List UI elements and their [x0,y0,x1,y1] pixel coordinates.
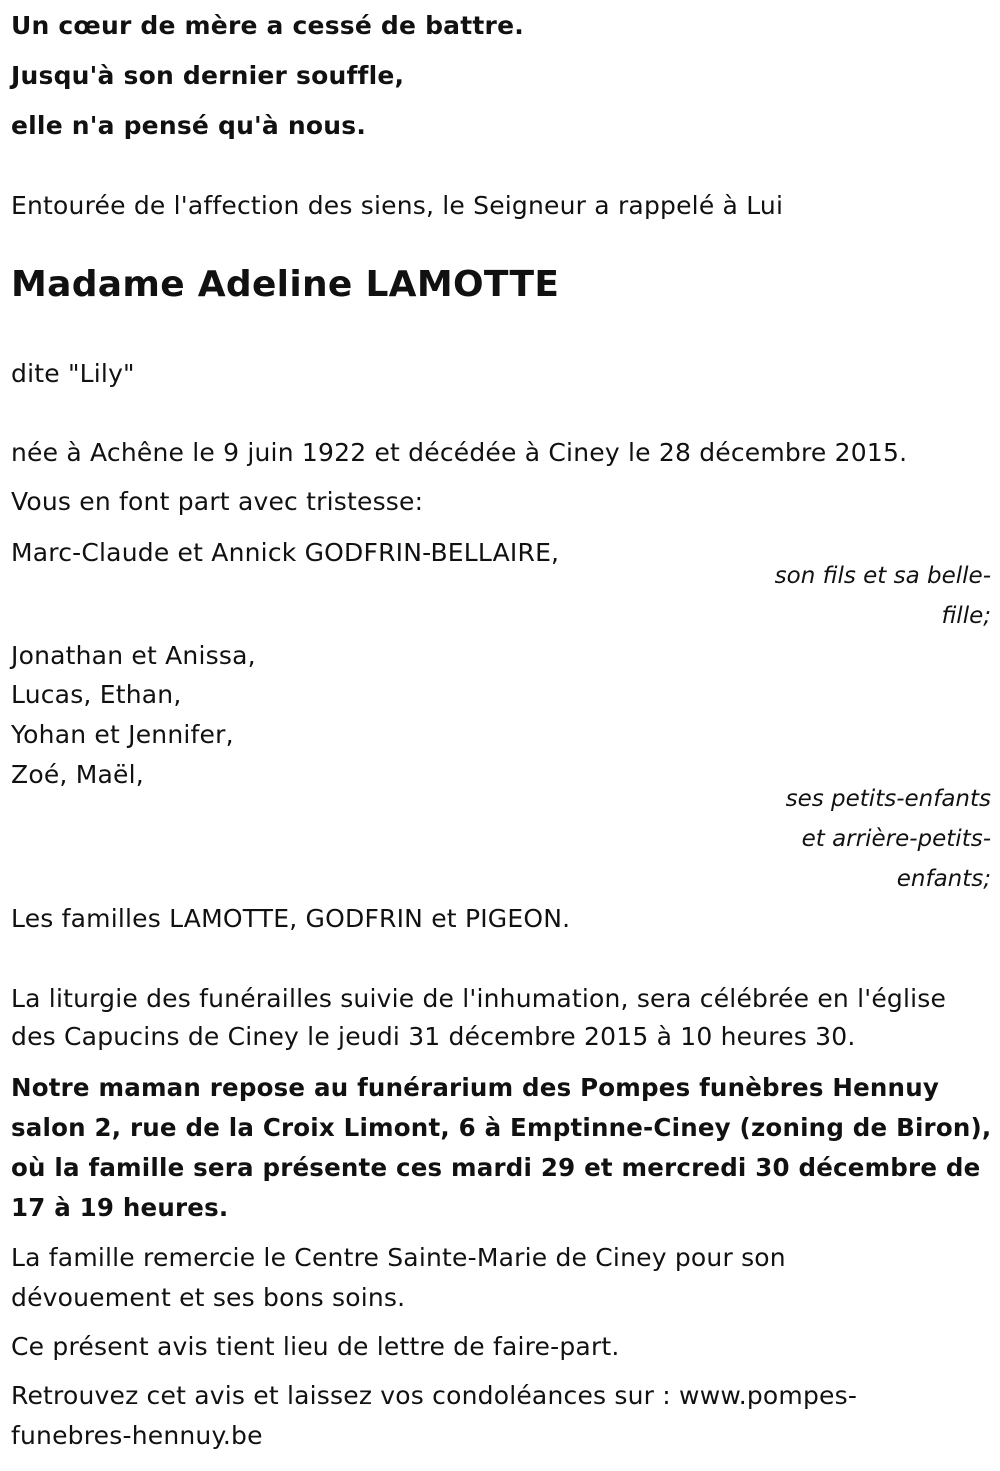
grandchildren-relation-line-1: ses petits-enfants [785,786,991,812]
son-names: Marc-Claude et Annick GODFRIN-BELLAIRE, [11,538,560,567]
grandchild-line-2: Lucas, Ethan, [11,680,182,709]
son-relation-line-1: son fils et sa belle- [774,563,991,589]
intro-line-2: Jusqu'à son dernier souffle, [11,61,405,90]
grandchild-line-1: Jonathan et Anissa, [11,641,256,670]
funerarium-line-3: où la famille sera présente ces mardi 29 et mercredi 30 décembre de [11,1153,981,1182]
intro-line-3: elle n'a pensé qu'à nous. [11,111,367,140]
birth-death-dates: née à Achêne le 9 juin 1922 et décédée à Ciney le 28 décembre 2015. [11,438,908,467]
funerarium-line-4: 17 à 19 heures. [11,1193,229,1222]
families-line: Les familles LAMOTTE, GODFRIN et PIGEON. [11,904,571,933]
grandchild-line-4: Zoé, Maël, [11,760,144,789]
grandchildren-relation-line-2: et arrière-petits- [801,826,991,852]
nickname: dite "Lily" [11,359,135,388]
thanks-line-2: dévouement et ses bons soins. [11,1283,406,1312]
son-relation-line-2: fille; [941,603,991,629]
liturgy-line-1: La liturgie des funérailles suivie de l'inhumation, sera célébrée en l'église [11,984,947,1013]
website-line-2[interactable]: funebres-hennuy.be [11,1421,263,1450]
intro-line-1: Un cœur de mère a cessé de battre. [11,11,524,40]
deceased-name: Madame Adeline LAMOTTE [11,264,560,305]
intro-sentence: Entourée de l'affection des siens, le Seigneur a rappelé à Lui [11,191,784,220]
grandchildren-relation-line-3: enfants; [896,866,991,892]
website-line-1[interactable]: Retrouvez cet avis et laissez vos condoléances sur : www.pompes- [11,1381,858,1410]
funerarium-line-1: Notre maman repose au funérarium des Pompes funèbres Hennuy [11,1073,940,1102]
notice-line: Ce présent avis tient lieu de lettre de faire-part. [11,1332,620,1361]
thanks-line-1: La famille remercie le Centre Sainte-Marie de Ciney pour son [11,1243,786,1272]
announcement: Vous en font part avec tristesse: [11,487,424,516]
funerarium-line-2: salon 2, rue de la Croix Limont, 6 à Emptinne-Ciney (zoning de Biron), [11,1113,992,1142]
grandchild-line-3: Yohan et Jennifer, [11,720,234,749]
liturgy-line-2: des Capucins de Ciney le jeudi 31 décembre 2015 à 10 heures 30. [11,1022,856,1051]
